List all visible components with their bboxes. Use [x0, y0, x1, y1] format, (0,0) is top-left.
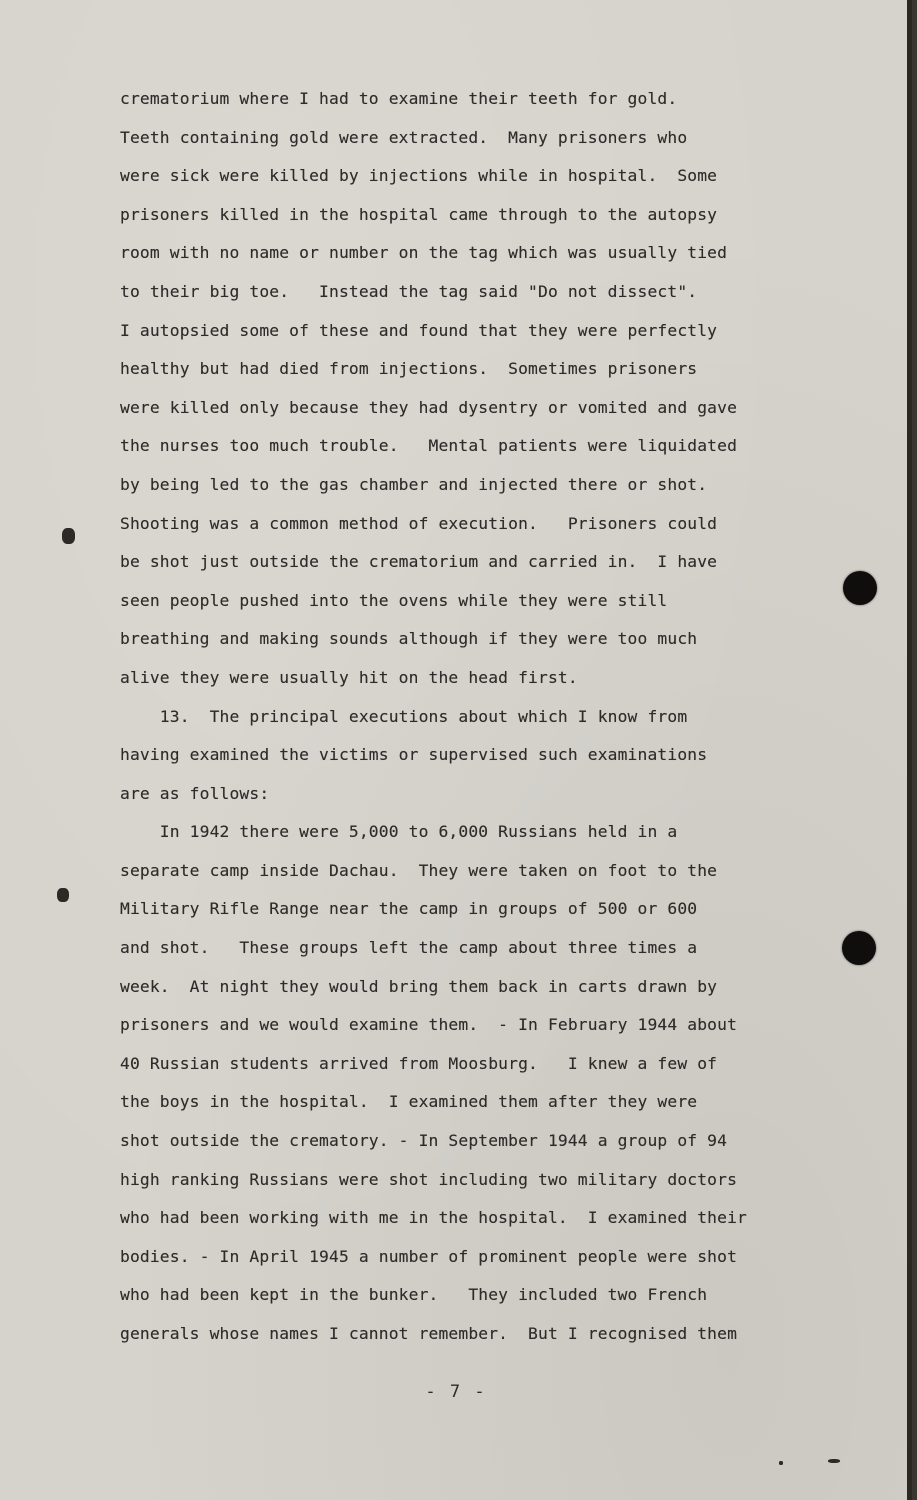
text-line: prisoners and we would examine them. - In February 1944 about	[120, 1015, 738, 1035]
paragraph-1942-start: In 1942 there were 5,000 to 6,000 Russians held in a	[120, 822, 678, 842]
text-line: room with no name or number on the tag which was usually tied	[120, 243, 728, 263]
text-line: prisoners killed in the hospital came through to the autopsy	[120, 204, 718, 224]
page-edge-shadow	[907, 0, 912, 1500]
text-line: generals whose names I cannot remember. But I recognised them	[120, 1324, 738, 1343]
text-line: separate camp inside Dachau. They were taken on foot to the	[120, 860, 718, 880]
text-line: were sick were killed by injections while in hospital. Some	[120, 166, 718, 186]
text-line: are as follows:	[120, 783, 270, 803]
ink-speck-mark	[828, 1459, 840, 1463]
text-line: shot outside the crematory. - In September 1944 a group of 94	[120, 1131, 728, 1151]
punch-hole-upper	[843, 571, 877, 605]
text-line: Shooting was a common method of execution. Prisoners could	[120, 513, 718, 533]
typed-text-block	[120, 80, 855, 1354]
ink-blot-mark	[62, 528, 75, 544]
punch-hole-lower	[842, 931, 876, 965]
text-line: be shot just outside the crematorium and carried in. I have	[120, 552, 718, 572]
text-line: who had been kept in the bunker. They included two French	[120, 1285, 708, 1305]
text-line: I autopsied some of these and found that they were perfectly	[120, 320, 718, 340]
text-line: who had been working with me in the hospital. I examined their	[120, 1208, 747, 1228]
text-line: bodies. - In April 1945 a number of prominent people were shot	[120, 1246, 738, 1266]
page-number: - 7 -	[425, 1382, 487, 1402]
text-line: to their big toe. Instead the tag said "Do not dissect".	[120, 281, 698, 301]
text-line: having examined the victims or supervised such examinations	[120, 745, 708, 765]
text-line: by being led to the gas chamber and injected there or shot.	[120, 474, 708, 494]
text-line: alive they were usually hit on the head first.	[120, 667, 578, 687]
text-line: Military Rifle Range near the camp in groups of 500 or 600	[120, 899, 698, 919]
text-line: and shot. These groups left the camp about three times a	[120, 938, 698, 958]
text-line: week. At night they would bring them back in carts drawn by	[120, 976, 718, 996]
text-line: healthy but had died from injections. Sometimes prisoners	[120, 359, 698, 379]
text-line: high ranking Russians were shot including two military doctors	[120, 1169, 738, 1189]
text-line: the nurses too much trouble. Mental patients were liquidated	[120, 436, 738, 456]
text-line: Teeth containing gold were extracted. Many prisoners who	[120, 127, 688, 147]
ink-blot-mark	[57, 888, 69, 902]
text-line: the boys in the hospital. I examined them after they were	[120, 1092, 698, 1112]
text-line: 40 Russian students arrived from Moosburg. I knew a few of	[120, 1053, 718, 1073]
text-line: were killed only because they had dysentry or vomited and gave	[120, 397, 738, 417]
text-line: seen people pushed into the ovens while they were still	[120, 590, 668, 610]
text-line: breathing and making sounds although if they were too much	[120, 629, 698, 649]
paragraph-13-start: 13. The principal executions about which I know from	[120, 706, 688, 726]
text-line: crematorium where I had to examine their teeth for gold.	[120, 89, 678, 108]
ink-speck-mark	[779, 1461, 783, 1465]
